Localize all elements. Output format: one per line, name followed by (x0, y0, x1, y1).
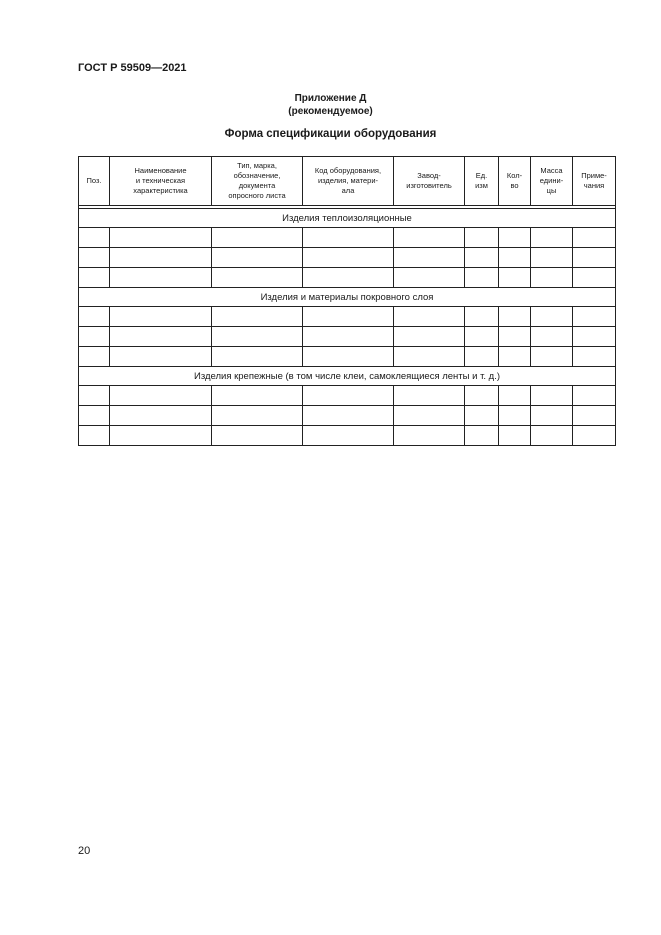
col-header-name: Наименование и техническая характеристика (110, 157, 212, 206)
page-number: 20 (78, 845, 91, 857)
col-header-unit-mass: Масса едини- цы (531, 157, 573, 206)
section-row-covering: Изделия и материалы покровного слоя (79, 288, 616, 307)
col-header-notes: Приме- чания (573, 157, 616, 206)
annex-status: (рекомендуемое) (288, 106, 373, 117)
table-row (79, 268, 616, 288)
table-row (79, 228, 616, 248)
col-header-quantity: Кол- во (499, 157, 531, 206)
table-row (79, 327, 616, 347)
annex-heading (0, 92, 661, 118)
section-row-fasteners: Изделия крепежные (в том числе клеи, самоклеящиеся ленты и т. д.) (79, 367, 616, 386)
table-row (79, 386, 616, 406)
col-header-position: Поз. (79, 157, 110, 206)
col-header-unit: Ед. изм (465, 157, 499, 206)
section-row-insulation: Изделия теплоизоляционные (79, 209, 616, 228)
table-header-row (79, 157, 616, 206)
col-header-type: Тип, марка, обозначение, документа опросного листа (212, 157, 303, 206)
table-row (79, 347, 616, 367)
table-row (79, 406, 616, 426)
table-row (79, 248, 616, 268)
specification-table (78, 156, 616, 446)
col-header-manufacturer: Завод- изготовитель (394, 157, 465, 206)
col-header-code: Код оборудования, изделия, матери- ала (303, 157, 394, 206)
document-standard-number: ГОСТ Р 59509—2021 (78, 62, 187, 74)
annex-title: Приложение Д (294, 93, 367, 104)
table-row (79, 307, 616, 327)
table-row (79, 426, 616, 446)
form-title: Форма спецификации оборудования (224, 128, 437, 140)
